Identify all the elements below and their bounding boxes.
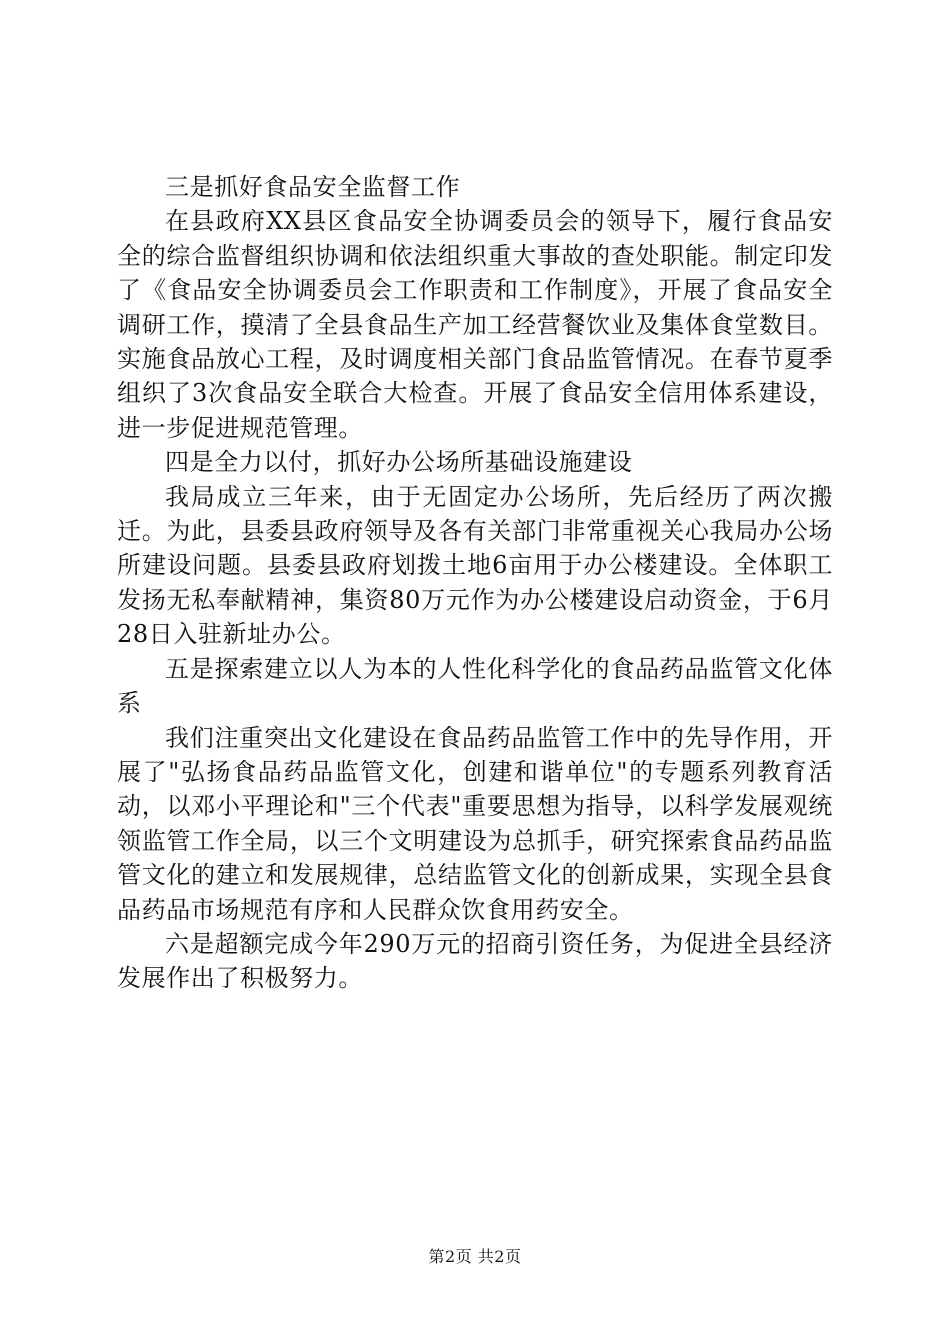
paragraph-culture-system: 我们注重突出文化建设在食品药品监管工作中的先导作用，开展了"弘扬食品药品监管文化，创建和谐单位"的专题系列教育活动，以邓小平理论和"三个代表"重要思想为指导，以科学发展观统领监管工作全局，以三个文明建设为总抓手，研究探索食品药品监管文化的建立和发展规律，总结监管文化的创新成果，实现全县食品药品市场规范有序和人民群众饮食用药安全。: [117, 723, 833, 924]
page-number-footer: 第2页 共2页: [428, 1247, 522, 1266]
paragraph-office-construction: 我局成立三年来，由于无固定办公场所，先后经历了两次搬迁。为此，县委县政府领导及各有关部门非常重视关心我局办公场所建设问题。县委县政府划拨土地6亩用于办公楼建设。全体职工发扬无私奉献精神，集资80万元作为办公楼建设启动资金，于6月28日入驻新址办公。: [117, 482, 833, 649]
paragraph-investment: 六是超额完成今年290万元的招商引资任务，为促进全县经济发展作出了积极努力。: [117, 929, 833, 993]
paragraph-food-safety: 在县政府XX县区食品安全协调委员会的领导下，履行食品安全的综合监督组织协调和依法组织重大事故的查处职能。制定印发了《食品安全协调委员会工作职责和工作制度》，开展了食品安全调研工作，摸清了全县食品生产加工经营餐饮业及集体食堂数目。实施食品放心工程，及时调度相关部门食品监管情况。在春节夏季组织了3次食品安全联合大检查。开展了食品安全信用体系建设，进一步促进规范管理。: [117, 207, 833, 442]
heading-office-construction: 四是全力以付，抓好办公场所基础设施建设: [165, 448, 633, 477]
document-body: [117, 170, 833, 996]
heading-culture-system: 五是探索建立以人为本的人性化科学化的食品药品监管文化体系: [117, 654, 833, 718]
heading-food-safety: 三是抓好食品安全监督工作: [165, 173, 461, 201]
